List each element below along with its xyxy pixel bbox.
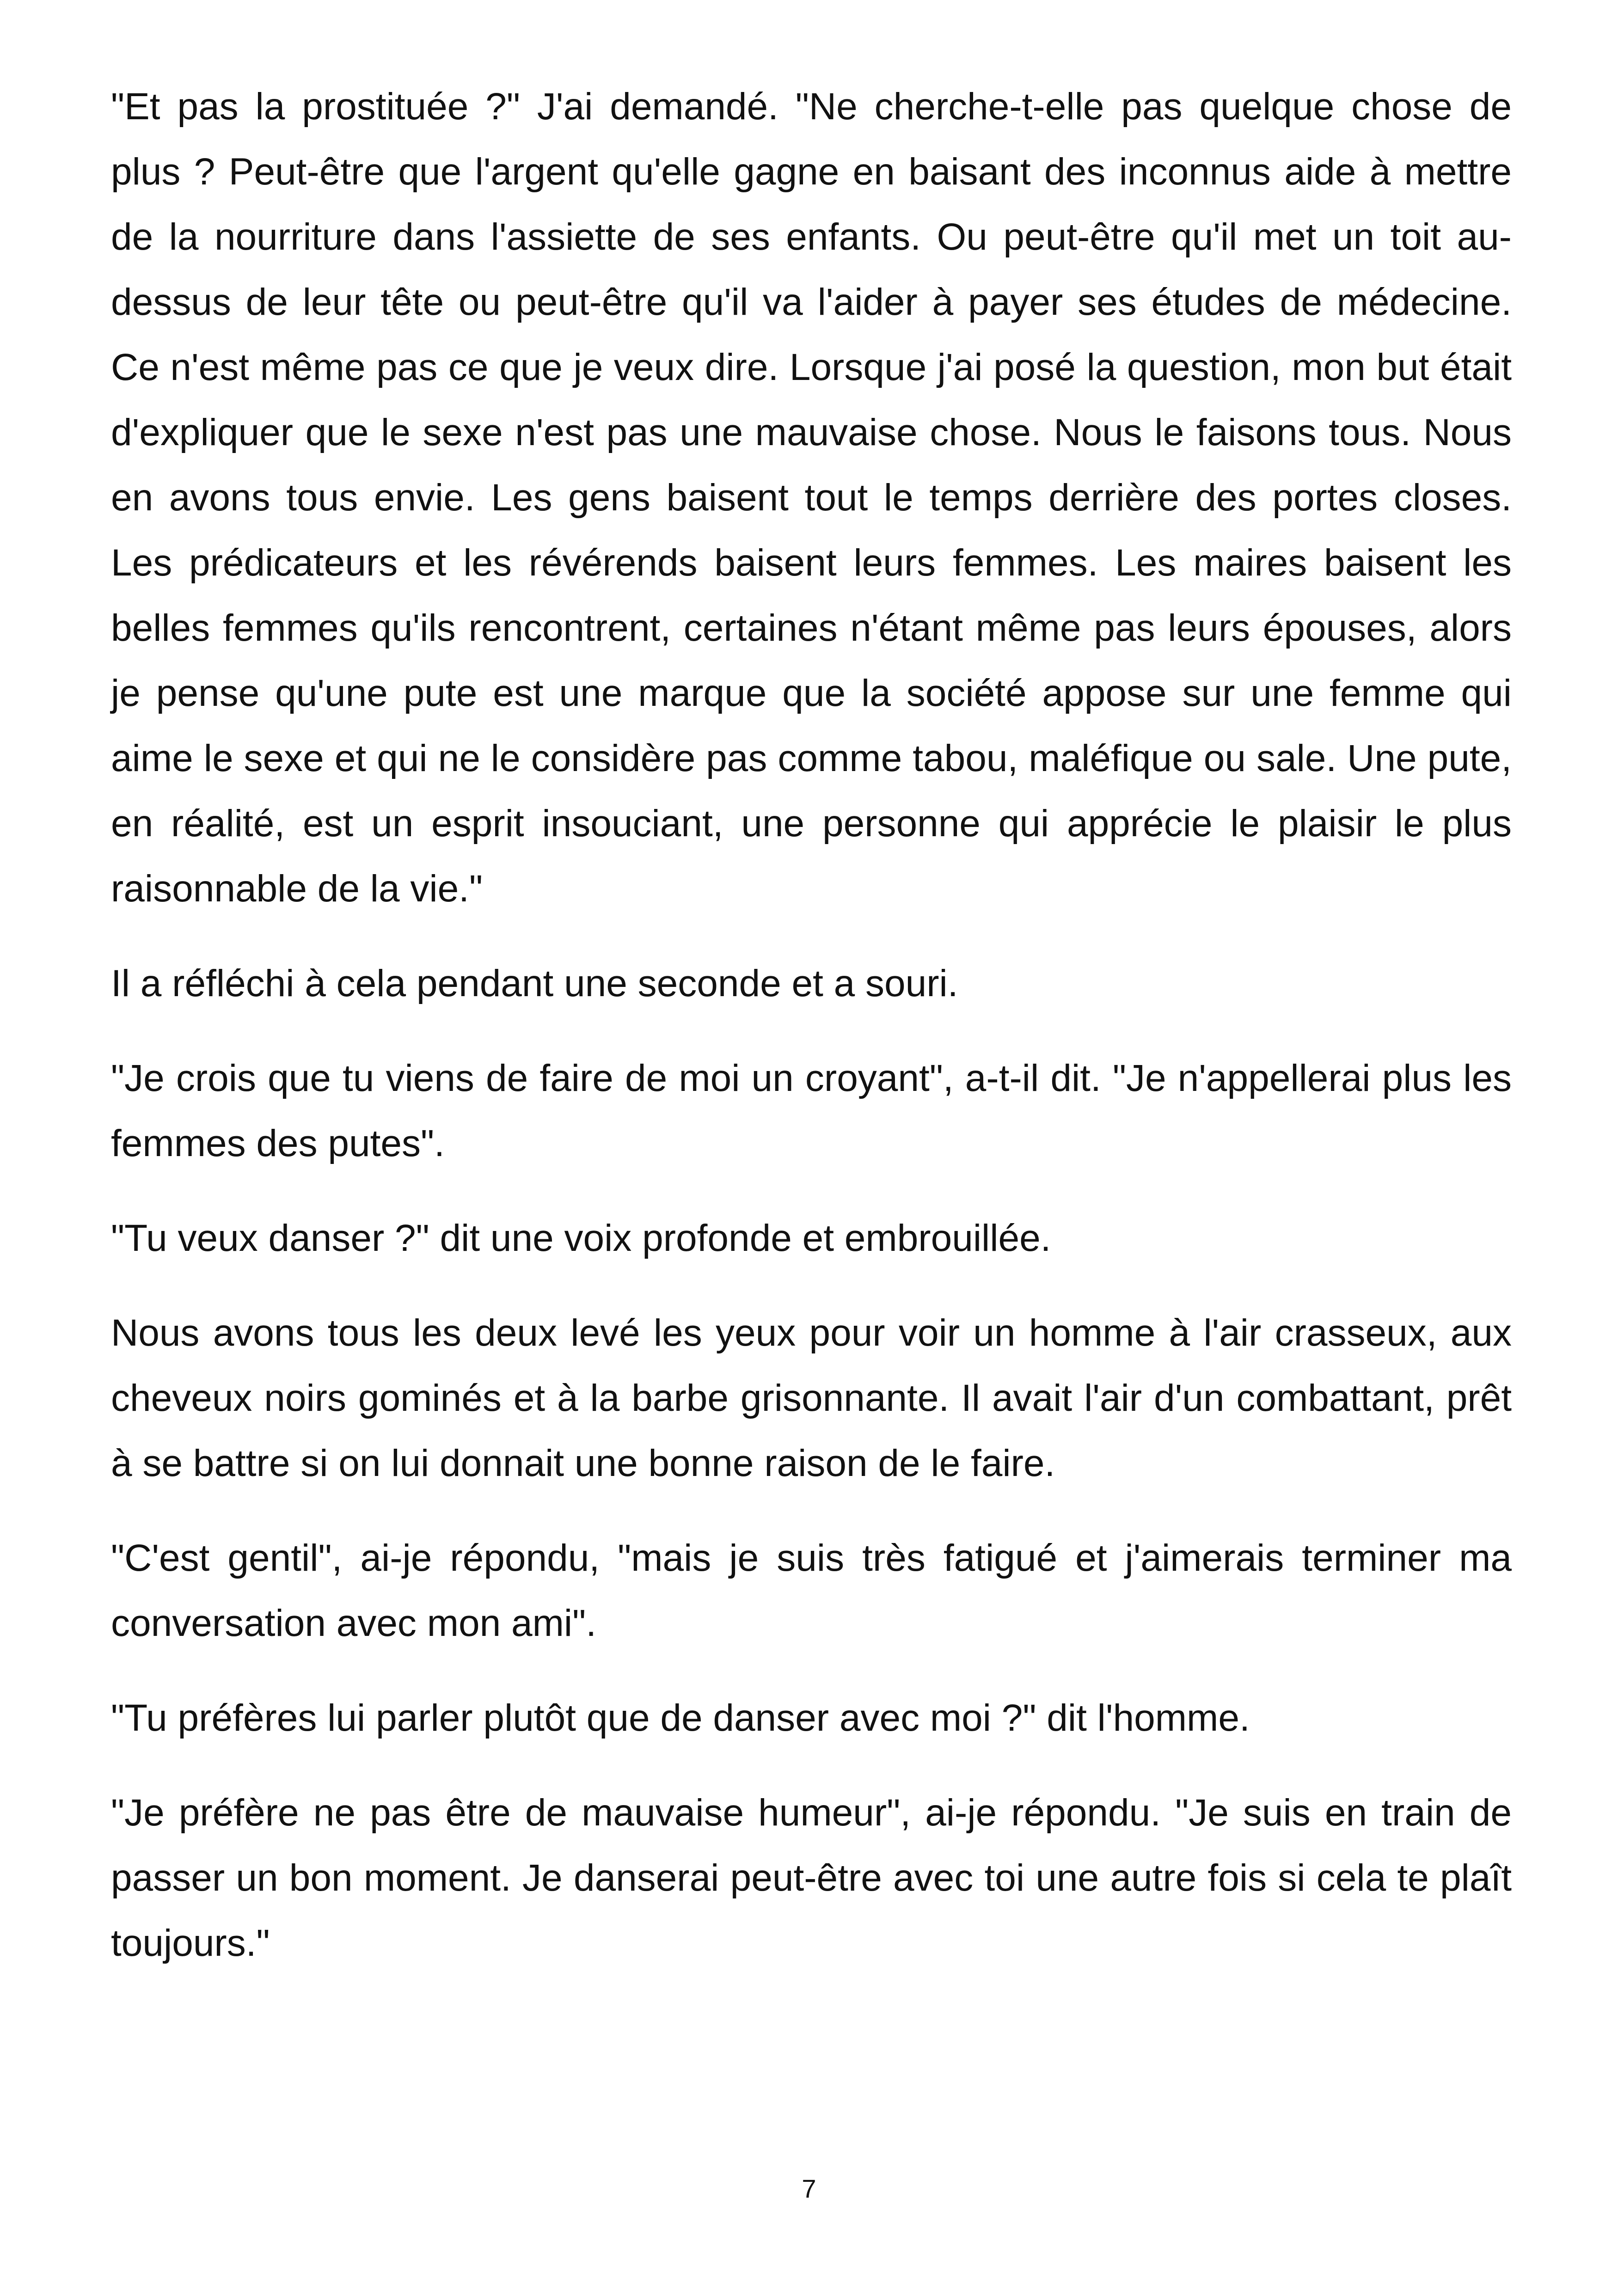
paragraph: "Je préfère ne pas être de mauvaise humeur", ai-je répondu. "Je suis en train de passer un bon moment. Je danserai peut-être avec toi une autre fois si cela te plaît toujours." — [111, 1792, 1512, 1964]
body-text — [111, 74, 1512, 2005]
paragraph: "Tu préfères lui parler plutôt que de danser avec moi ?" dit l'homme. — [111, 1697, 1250, 1739]
paragraph: "Et pas la prostituée ?" J'ai demandé. "Ne cherche-t-elle pas quelque chose de plus ? Peut-être que l'argent qu'elle gagne en baisant des inconnus aide à mettre de la nourriture dans l'assiette de ses enfants. Ou peut-être qu'il met un toit au-dessus de leur tête ou peut-être qu'il va l'aider à payer ses études de médecine. Ce n'est même pas ce que je veux dire. Lorsque j'ai posé la question, mon but était d'expliquer que le sexe n'est pas une mauvaise chose. Nous le faisons tous. Nous en avons tous envie. Les gens baisent tout le temps derrière des portes closes. Les prédicateurs et les révérends baisent leurs femmes. Les maires baisent les belles femmes qu'ils rencontrent, certaines n'étant même pas leurs épouses, alors je pense qu'une pute est une marque que la société appose sur une femme qui aime le sexe et qui ne le considère pas comme tabou, maléfique ou sale. Une pute, en réalité, est un esprit insouciant, une personne qui apprécie le plaisir le plus raisonnable de la vie." — [111, 86, 1512, 910]
paragraph: "C'est gentil", ai-je répondu, "mais je suis très fatigué et j'aimerais terminer ma conversation avec mon ami". — [111, 1537, 1512, 1644]
paragraph: Nous avons tous les deux levé les yeux pour voir un homme à l'air crasseux, aux cheveux noirs gominés et à la barbe grisonnante. Il avait l'air d'un combattant, prêt à se battre si on lui donnait une bonne raison de le faire. — [111, 1312, 1512, 1484]
paragraph: Il a réfléchi à cela pendant une seconde et a souri. — [111, 962, 958, 1004]
page-number: 7 — [802, 2174, 816, 2203]
paragraph: "Je crois que tu viens de faire de moi un croyant", a-t-il dit. "Je n'appellerai plus les femmes des putes". — [111, 1057, 1512, 1164]
paragraph: "Tu veux danser ?" dit une voix profonde et embrouillée. — [111, 1217, 1051, 1259]
